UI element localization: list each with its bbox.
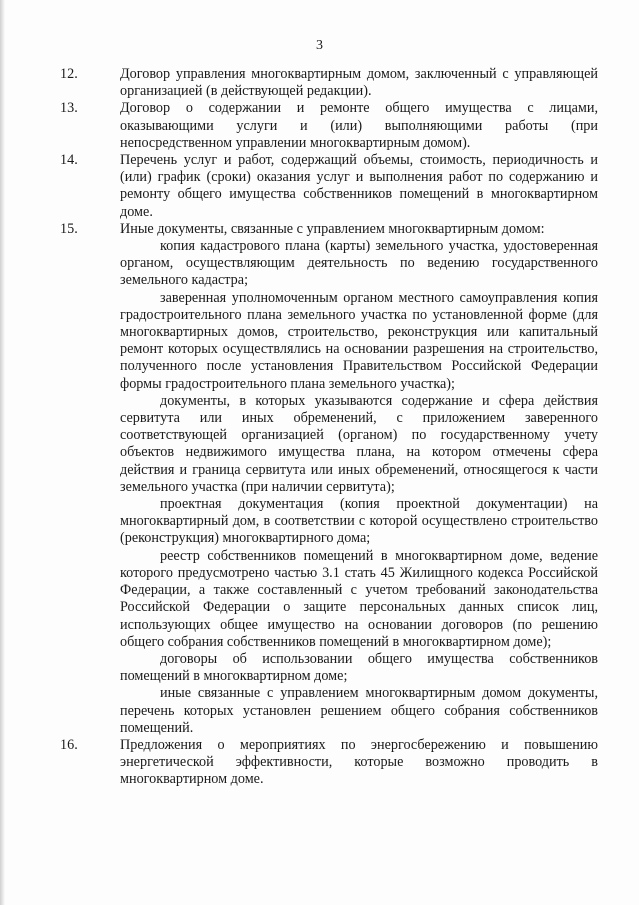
sub-item-usage-contracts: договоры об использовании общего имущества собственников помещений в многоквартирном доме;	[120, 650, 598, 685]
list-item-text: Договор управления многоквартирным домом, заключенный с управляющей организацией (в действующей редакции).	[120, 66, 598, 100]
sub-item-urban-plan: заверенная уполномоченным органом местного самоуправления копия градостроительного плана земельного участка по установленной форме (для многоквартирных домов, строительство, реконструкция или капитальный ремонт которых осуществлялись на основании разрешения на строительство, полученного после установления Правительством Российской Федерации формы градостроительного плана земельного участка);	[120, 289, 598, 392]
list-item-12	[60, 66, 598, 100]
sub-item-easement-documents: документы, в которых указываются содержание и сфера действия сервитута или иных обременений, с приложением заверенного соответствующей организацией (органом) по государственному учету объектов недвижимого имущества плана, на котором отмечены сфера действия и граница сервитута или иных обременений, относящегося к части земельного участка (при наличии сервитута);	[120, 392, 598, 495]
list-item-number: 16.	[60, 736, 78, 753]
document-body	[60, 66, 598, 789]
list-item-14	[60, 152, 598, 221]
list-item-number: 12.	[60, 66, 78, 82]
page-number: 3	[316, 38, 323, 53]
list-item-text: Предложения о мероприятиях по энергосбережению и повышению энергетической эффективности, которые возможно проводить в многоквартирном доме.	[120, 736, 598, 788]
list-item-text: Договор о содержании и ремонте общего имущества с лицами, оказывающими услуги и (или) выполняющими работы (при непосредственном управлении многоквартирным домом).	[120, 100, 598, 151]
sub-item-project-documentation: проектная документация (копия проектной документации) на многоквартирный дом, в соответствии с которой осуществлено строительство (реконструкция) многоквартирного дома;	[120, 496, 598, 547]
list-item-number: 13.	[60, 100, 78, 117]
list-item-number: 14.	[60, 152, 78, 169]
sub-item-owners-register: реестр собственников помещений в многоквартирном доме, ведение которого предусмотрено частью 3.1 стать 45 Жилищного кодекса Российской Федерации, а также составленный с учетом требований законодательства Российской Федерации о защите персональных данных список лиц, использующих общее имущество на основании договоров (по решению общего собрания собственников помещений в многоквартирном доме);	[120, 547, 598, 650]
list-item-text: Иные документы, связанные с управлением многоквартирным домом:	[120, 220, 545, 237]
sub-item-cadastral-plan: копия кадастрового плана (карты) земельного участка, удостоверенная органом, осуществляющим деятельность по ведению государственного земельного кадастра;	[120, 238, 598, 289]
list-item-13	[60, 100, 598, 152]
sub-item-other-documents: иные связанные с управлением многоквартирным домом документы, перечень которых установлен решением общего собрания собственников помещений.	[120, 685, 598, 736]
list-item-15	[60, 220, 598, 238]
list-item-16	[60, 736, 598, 789]
scan-edge-shadow	[0, 0, 5, 905]
list-item-number: 15.	[60, 220, 78, 237]
sub-list	[120, 238, 598, 737]
list-item-text: Перечень услуг и работ, содержащий объемы, стоимость, периодичность и (или) график (сроки) оказания услуг и выполнения работ по содержанию и ремонту общего имущества собственников помещений в многоквартирном доме.	[120, 152, 598, 220]
